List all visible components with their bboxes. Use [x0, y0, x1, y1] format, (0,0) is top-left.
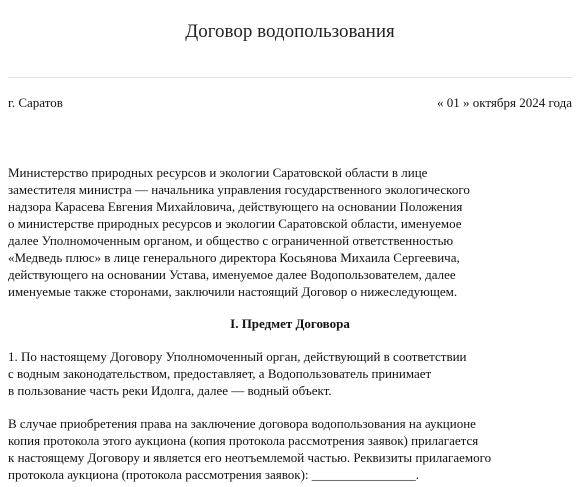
preamble-line: действующего на основании Устава, именуемое далее Водопользователем, далее: [8, 267, 456, 282]
title-divider: [8, 77, 572, 78]
clause-line: в пользование часть реки Идолга, далее — водный объект.: [8, 383, 332, 398]
preamble-paragraph: [8, 164, 568, 300]
preamble-line: далее Уполномоченным органом, и общество с ограниченной ответственностью: [8, 233, 454, 248]
document-title: Договор водопользования: [185, 21, 395, 42]
preamble-line: «Медведь плюс» в лице генерального директора Косьянова Михаила Сергеевича,: [8, 250, 460, 265]
clause-line: протокола аукциона (протокола рассмотрения заявок): ________________.: [8, 467, 420, 482]
preamble-line: именуемые также сторонами, заключили настоящий Договор о нижеследующем.: [8, 284, 458, 299]
preamble-line: заместителя министра — начальника управления государственного экологического: [8, 182, 470, 197]
preamble-line: надзора Карасева Евгения Михайловича, действующего на основании Положения: [8, 199, 463, 214]
contract-date: « 01 » октября 2024 года: [437, 95, 572, 110]
section-heading: I. Предмет Договора: [230, 316, 350, 331]
clause-line: к настоящему Договору и является его неотъемлемой частью. Реквизиты прилагаемого: [8, 450, 492, 465]
clause-line: копия протокола этого аукциона (копия протокола рассмотрения заявок) прилагается: [8, 433, 479, 448]
clause-1-paragraph: [8, 348, 568, 399]
preamble-line: о министерстве природных ресурсов и экологии Саратовской области, именуемое: [8, 216, 462, 231]
contract-city: г. Саратов: [8, 95, 63, 110]
clause-2-paragraph: [8, 415, 568, 483]
clause-line: 1. По настоящему Договору Уполномоченный орган, действующий в соответствии: [8, 349, 467, 364]
clause-line: с водным законодательством, предоставляет, а Водопользователь принимает: [8, 366, 432, 381]
preamble-line: Министерство природных ресурсов и экологии Саратовской области в лице: [8, 165, 428, 180]
clause-line: В случае приобретения права на заключение договора водопользования на аукционе: [8, 416, 476, 431]
